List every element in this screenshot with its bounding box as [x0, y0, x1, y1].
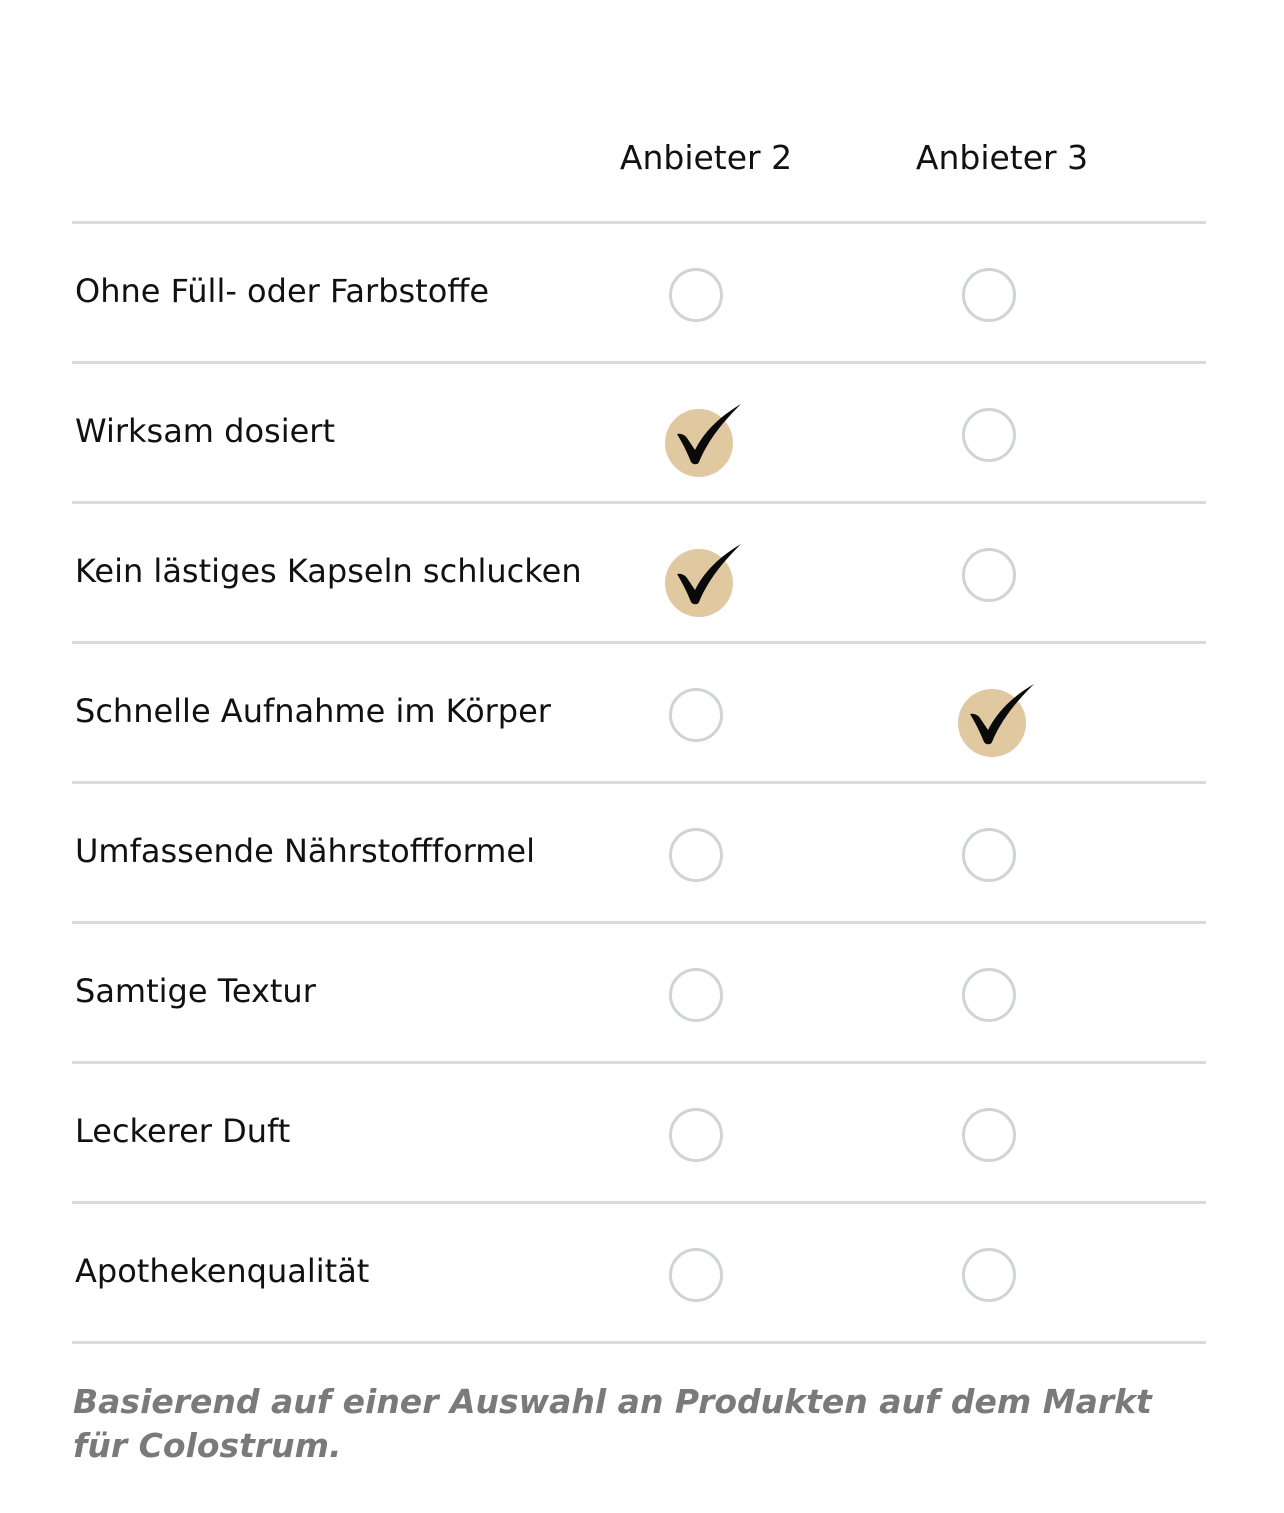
empty-circle-icon — [669, 1248, 723, 1302]
footnote: Basierend auf einer Auswahl an Produkten auf dem Markt für Colostrum. — [73, 1382, 1152, 1465]
empty-circle-icon — [962, 548, 1016, 602]
feature-label: Leckerer Duft — [75, 1112, 291, 1150]
empty-circle-icon — [669, 828, 723, 882]
provider-2-cell — [665, 1244, 729, 1308]
provider-2-cell — [665, 964, 729, 1028]
provider-2-cell — [665, 824, 729, 888]
table-row — [72, 921, 1206, 1061]
provider-3-cell — [958, 1244, 1022, 1308]
table-row — [72, 781, 1206, 921]
feature-label: Wirksam dosiert — [75, 412, 335, 450]
provider-3-cell — [958, 264, 1022, 328]
provider-2-cell — [665, 684, 729, 748]
checkmark-icon — [665, 404, 745, 484]
empty-circle-icon — [962, 828, 1016, 882]
comparison-table — [72, 221, 1206, 1344]
table-row — [72, 1201, 1206, 1344]
table-row — [72, 221, 1206, 361]
empty-circle-icon — [962, 268, 1016, 322]
provider-2-cell — [665, 544, 729, 608]
empty-circle-icon — [669, 1108, 723, 1162]
provider-3-cell — [958, 824, 1022, 888]
provider-2-cell — [665, 404, 729, 468]
feature-label: Ohne Füll- oder Farbstoffe — [75, 272, 490, 310]
provider-2-cell — [665, 264, 729, 328]
empty-circle-icon — [962, 408, 1016, 462]
empty-circle-icon — [669, 268, 723, 322]
empty-circle-icon — [962, 1108, 1016, 1162]
provider-3-cell — [958, 404, 1022, 468]
table-row — [72, 501, 1206, 641]
column-header-provider-3: Anbieter 3 — [915, 138, 1089, 177]
empty-circle-icon — [962, 968, 1016, 1022]
empty-circle-icon — [962, 1248, 1016, 1302]
checkmark-icon — [665, 544, 745, 624]
feature-label: Apothekenqualität — [75, 1252, 370, 1290]
comparison-header — [0, 130, 1284, 186]
provider-3-cell — [958, 544, 1022, 608]
checkmark-icon — [958, 684, 1038, 764]
feature-label: Umfassende Nährstoffformel — [75, 832, 535, 870]
provider-2-cell — [665, 1104, 729, 1168]
column-header-provider-2: Anbieter 2 — [619, 138, 793, 177]
table-row — [72, 641, 1206, 781]
feature-label: Samtige Textur — [75, 972, 316, 1010]
table-row — [72, 361, 1206, 501]
provider-3-cell — [958, 684, 1022, 748]
empty-circle-icon — [669, 688, 723, 742]
feature-label: Kein lästiges Kapseln schlucken — [75, 552, 582, 590]
feature-label: Schnelle Aufnahme im Körper — [75, 692, 551, 730]
provider-3-cell — [958, 964, 1022, 1028]
provider-3-cell — [958, 1104, 1022, 1168]
empty-circle-icon — [669, 968, 723, 1022]
table-row — [72, 1061, 1206, 1201]
